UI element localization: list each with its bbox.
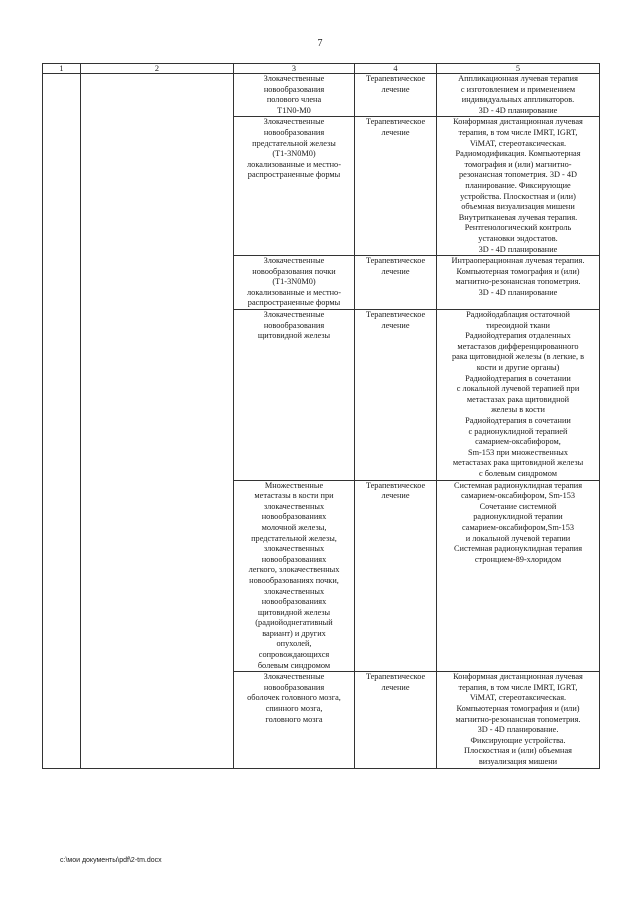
- column-number-row: [43, 64, 600, 74]
- treatment-type-cell: Терапевтическое лечение: [355, 672, 437, 768]
- treatment-table: [42, 63, 600, 769]
- treatment-method-cell: Интраоперационная лучевая терапия. Компьютерная томография и (или) магнитно-резонансная топометрия. 3D - 4D планирование: [437, 256, 600, 310]
- column-header-4: 4: [355, 64, 437, 74]
- empty-cell-col2: [81, 74, 234, 769]
- treatment-type-cell: Терапевтическое лечение: [355, 74, 437, 117]
- treatment-method-cell: Системная радионуклидная терапия самарием-оксабифором, Sm-153 Сочетание системной радионуклидной терапии самарием-оксабифором,Sm-153 и локальной лучевой терапии Системная радионуклидная терапия стронцием-89-хлоридом: [437, 480, 600, 672]
- treatment-type-cell: Терапевтическое лечение: [355, 480, 437, 672]
- diagnosis-cell: Злокачественные новообразования оболочек головного мозга, спинного мозга, головного мозга: [234, 672, 355, 768]
- treatment-method-cell: Конформная дистанционная лучевая терапия, в том числе IMRT, IGRT, ViMAT, стереотаксическая. Радиомодификация. Компьютерная томография и (или) магнитно- резонансная топометрия. 3D - 4D планирование. Фиксирующие устройства. Плоскостная и (или) объемная визуализация мишени Внутритканевая лучевая терапия. Рентгенологический контроль установки эндостатов. 3D - 4D планирование: [437, 117, 600, 256]
- treatment-type-cell: Терапевтическое лечение: [355, 310, 437, 481]
- empty-cell-col1: [43, 74, 81, 769]
- column-header-1: 1: [43, 64, 81, 74]
- diagnosis-cell: Злокачественные новообразования щитовидной железы: [234, 310, 355, 481]
- table-row: [43, 74, 600, 117]
- page-number: 7: [317, 38, 323, 49]
- column-header-3: 3: [234, 64, 355, 74]
- treatment-type-cell: Терапевтическое лечение: [355, 256, 437, 310]
- diagnosis-cell: Злокачественные новообразования полового члена T1N0-M0: [234, 74, 355, 117]
- treatment-method-cell: Конформная дистанционная лучевая терапия, в том числе IMRT, IGRT, ViMAT, стереотаксическая. Компьютерная томография и (или) магнитно-резонансная топометрия. 3D - 4D планирование. Фиксирующие устройства. Плоскостная и (или) объемная визуализация мишени: [437, 672, 600, 768]
- diagnosis-cell: Злокачественные новообразования предстательной железы (T1-3N0M0) локализованные и местно- распространенные формы: [234, 117, 355, 256]
- treatment-type-cell: Терапевтическое лечение: [355, 117, 437, 256]
- column-header-5: 5: [437, 64, 600, 74]
- file-path-footer: c:\мои документы\pdf\2-tm.docx: [60, 857, 162, 864]
- treatment-method-cell: Аппликационная лучевая терапия с изготовлением и применением индивидуальных аппликаторов. 3D - 4D планирование: [437, 74, 600, 117]
- column-header-2: 2: [81, 64, 234, 74]
- diagnosis-cell: Множественные метастазы в кости при злокачественных новообразованиях молочной железы, предстательной железы, злокачественных новообразованиях легкого, злокачественных новообразованиях почки, злокачественных новообразованиях щитовидной железы (радиойоднегативный вариант) и других опухолей, сопровождающихся болевым синдромом: [234, 480, 355, 672]
- treatment-method-cell: Радиойодаблация остаточной тиреоидной ткани Радиойодтерапия отдаленных метастазов дифференцированного рака щитовидной железы (в легкие, в кости и другие органы) Радиойодтерапия в сочетании с локальной лучевой терапией при метастазах рака щитовидной железы в кости Радиойодтерапия в сочетании с радионуклидной терапией самарием-оксабифором, Sm-153 при множественных метастазах рака щитовидной железы с болевым синдромом: [437, 310, 600, 481]
- diagnosis-cell: Злокачественные новообразования почки (T1-3N0M0) локализованные и местно- распространенные формы: [234, 256, 355, 310]
